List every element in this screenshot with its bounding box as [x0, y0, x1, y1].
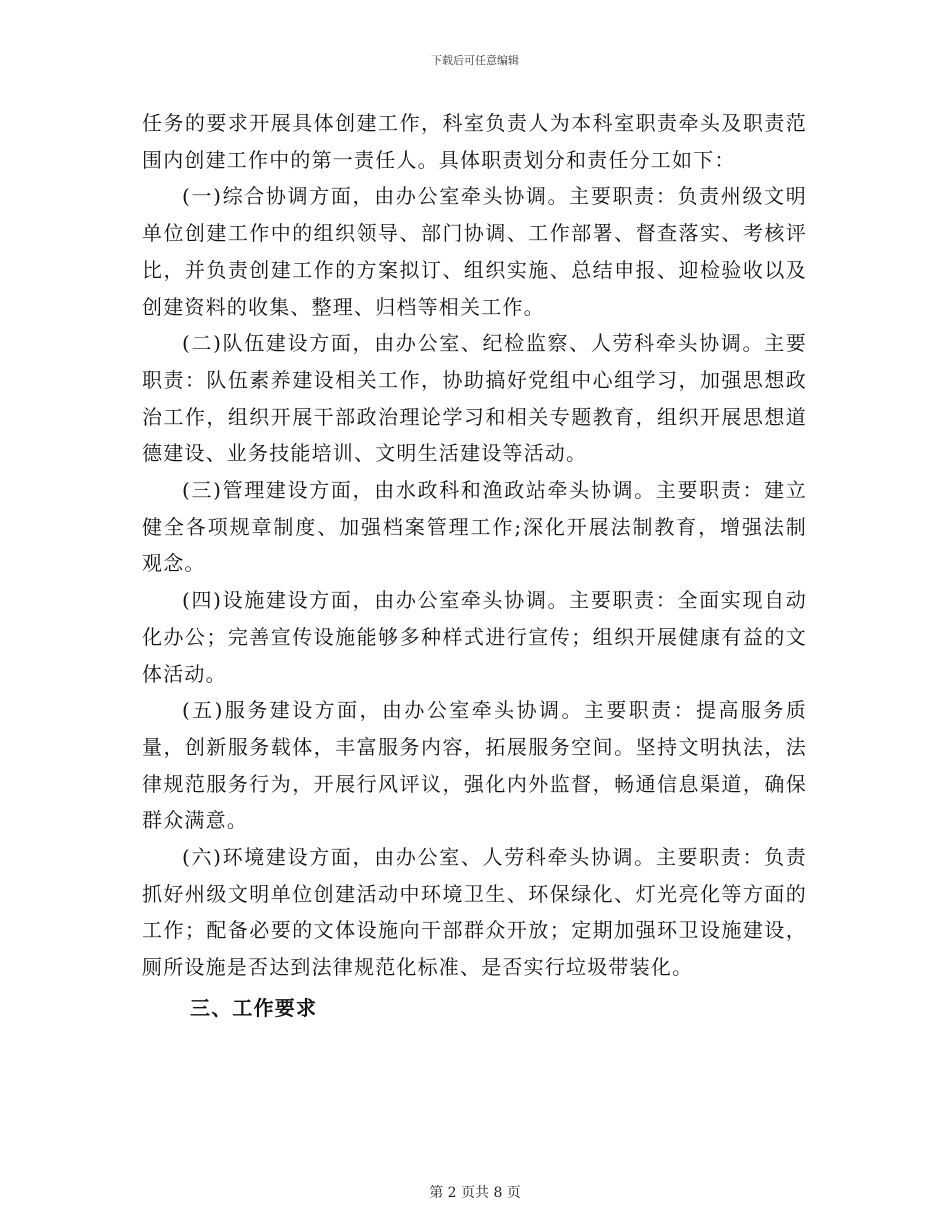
paragraph-coordination: (一)综合协调方面，由办公室牵头协调。主要职责：负责州级文明单位创建工作中的组织领导、部门协调、工作部署、督查落实、考核评比，并负责创建工作的方案拟订、组织实施、总结申报、迎检验收以及创建资料的收集、整理、归档等相关工作。: [142, 184, 807, 319]
section-heading: 三、工作要求: [190, 995, 318, 1020]
paragraph-management: (三)管理建设方面，由水政科和渔政站牵头协调。主要职责：建立健全各项规章制度、加强档案管理工作;深化开展法制教育，增强法制观念。: [142, 478, 807, 576]
paragraph-facilities: (四)设施建设方面，由办公室牵头协调。主要职责：全面实现自动化办公；完善宣传设施能够多种样式进行宣传；组织开展健康有益的文体活动。: [142, 588, 807, 686]
paragraph-team-building: (二)队伍建设方面，由办公室、纪检监察、人劳科牵头协调。主要职责：队伍素养建设相关工作，协助搞好党组中心组学习，加强思想政治工作，组织开展干部政治理论学习和相关专题教育，组织开展思想道德建设、业务技能培训、文明生活建设等活动。: [142, 331, 807, 466]
document-body: [142, 105, 807, 1027]
paragraph-environment: (六)环境建设方面，由办公室、人劳科牵头协调。主要职责：负责抓好州级文明单位创建活动中环境卫生、环保绿化、灯光亮化等方面的工作；配备必要的文体设施向干部群众开放；定期加强环卫设施建设，厕所设施是否达到法律规范化标准、是否实行垃圾带装化。: [142, 845, 807, 980]
page-footer: 第 2 页共 8 页: [429, 1185, 521, 1201]
page-header: 下载后可任意编辑: [431, 54, 519, 67]
paragraph-continuation: 任务的要求开展具体创建工作，科室负责人为本科室职责牵头及职责范围内创建工作中的第一责任人。具体职责划分和责任分工如下：: [142, 111, 807, 172]
paragraph-service: (五)服务建设方面，由办公室牵头协调。主要职责：提高服务质量，创新服务载体，丰富服务内容，拓展服务空间。坚持文明执法，法律规范服务行为，开展行风评议，强化内外监督，畅通信息渠道，确保群众满意。: [142, 698, 807, 833]
